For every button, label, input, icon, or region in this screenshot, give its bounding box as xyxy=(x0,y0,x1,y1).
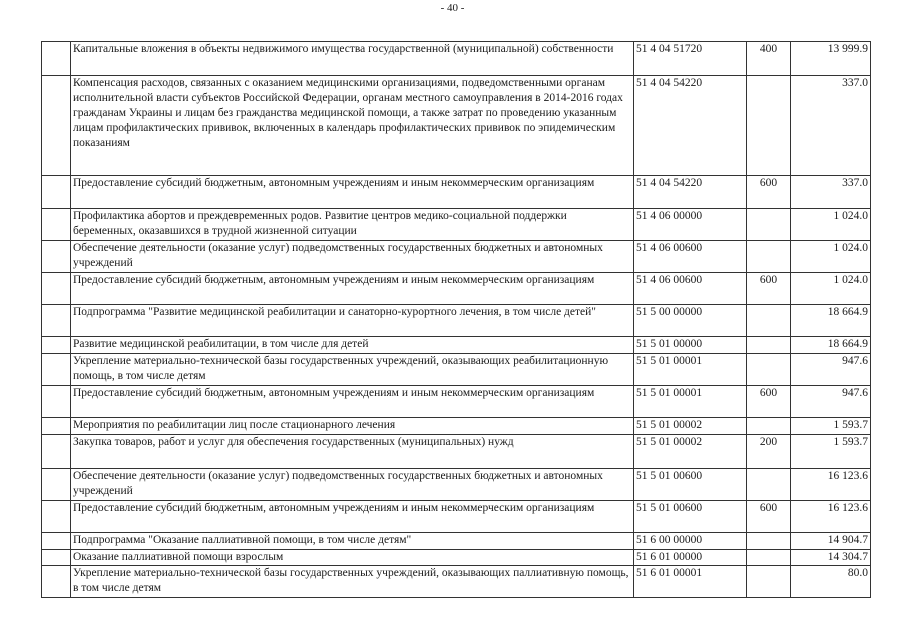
expense-name-cell: Развитие медицинской реабилитации, в том числе для детей xyxy=(71,337,634,354)
row-blank-cell xyxy=(42,42,71,76)
expense-name-cell: Мероприятия по реабилитации лиц после стационарного лечения xyxy=(71,418,634,435)
expense-name-cell: Укрепление материально-технической базы государственных учреждений, оказывающих реабилитационную помощь, в том числе детям xyxy=(71,354,634,386)
target-code-cell: 51 5 01 00002 xyxy=(634,418,747,435)
amount-cell: 1 593.7 xyxy=(791,418,871,435)
expense-type-cell xyxy=(747,337,791,354)
expense-name-cell: Обеспечение деятельности (оказание услуг) подведомственных государственных бюджетных и автономных учреждений xyxy=(71,469,634,501)
row-blank-cell xyxy=(42,176,71,209)
table-row xyxy=(42,273,871,305)
target-code-cell: 51 5 01 00002 xyxy=(634,435,747,469)
amount-cell: 80.0 xyxy=(791,566,871,598)
expense-name-cell: Подпрограмма "Оказание паллиативной помощи, в том числе детям" xyxy=(71,533,634,550)
row-blank-cell xyxy=(42,209,71,241)
table-row xyxy=(42,501,871,533)
amount-cell: 1 024.0 xyxy=(791,241,871,273)
expense-name-cell: Подпрограмма "Развитие медицинской реабилитации и санаторно-курортного лечения, в том числе детей" xyxy=(71,305,634,337)
target-code-cell: 51 4 06 00600 xyxy=(634,273,747,305)
expense-name-cell: Оказание паллиативной помощи взрослым xyxy=(71,550,634,566)
expense-type-cell xyxy=(747,76,791,176)
budget-table xyxy=(41,41,871,598)
expense-type-cell xyxy=(747,354,791,386)
table-row xyxy=(42,533,871,550)
row-blank-cell xyxy=(42,566,71,598)
target-code-cell: 51 4 06 00600 xyxy=(634,241,747,273)
amount-cell: 13 999.9 xyxy=(791,42,871,76)
amount-cell: 947.6 xyxy=(791,386,871,418)
table-row xyxy=(42,305,871,337)
row-blank-cell xyxy=(42,354,71,386)
table-row xyxy=(42,386,871,418)
expense-name-cell: Капитальные вложения в объекты недвижимого имущества государственной (муниципальной) собственности xyxy=(71,42,634,76)
table-row xyxy=(42,176,871,209)
amount-cell: 18 664.9 xyxy=(791,337,871,354)
row-blank-cell xyxy=(42,386,71,418)
row-blank-cell xyxy=(42,550,71,566)
table-row xyxy=(42,418,871,435)
row-blank-cell xyxy=(42,533,71,550)
table-row xyxy=(42,337,871,354)
table-row xyxy=(42,354,871,386)
row-blank-cell xyxy=(42,469,71,501)
expense-type-cell: 400 xyxy=(747,42,791,76)
row-blank-cell xyxy=(42,337,71,354)
target-code-cell: 51 4 04 54220 xyxy=(634,176,747,209)
target-code-cell: 51 6 01 00001 xyxy=(634,566,747,598)
expense-name-cell: Предоставление субсидий бюджетным, автономным учреждениям и иным некоммерческим организациям xyxy=(71,273,634,305)
expense-name-cell: Предоставление субсидий бюджетным, автономным учреждениям и иным некоммерческим организациям xyxy=(71,176,634,209)
expense-type-cell xyxy=(747,418,791,435)
expense-type-cell xyxy=(747,241,791,273)
amount-cell: 337.0 xyxy=(791,176,871,209)
expense-type-cell xyxy=(747,550,791,566)
row-blank-cell xyxy=(42,418,71,435)
row-blank-cell xyxy=(42,273,71,305)
amount-cell: 1 024.0 xyxy=(791,273,871,305)
target-code-cell: 51 5 01 00000 xyxy=(634,337,747,354)
expense-name-cell: Обеспечение деятельности (оказание услуг) подведомственных государственных бюджетных и автономных учреждений xyxy=(71,241,634,273)
table-row xyxy=(42,566,871,598)
table-row xyxy=(42,76,871,176)
target-code-cell: 51 6 01 00000 xyxy=(634,550,747,566)
expense-type-cell xyxy=(747,566,791,598)
amount-cell: 947.6 xyxy=(791,354,871,386)
target-code-cell: 51 6 00 00000 xyxy=(634,533,747,550)
target-code-cell: 51 5 00 00000 xyxy=(634,305,747,337)
target-code-cell: 51 4 04 54220 xyxy=(634,76,747,176)
amount-cell: 14 904.7 xyxy=(791,533,871,550)
amount-cell: 14 304.7 xyxy=(791,550,871,566)
table-row xyxy=(42,42,871,76)
expense-type-cell: 600 xyxy=(747,273,791,305)
amount-cell: 1 593.7 xyxy=(791,435,871,469)
row-blank-cell xyxy=(42,305,71,337)
expense-type-cell: 600 xyxy=(747,386,791,418)
table-row xyxy=(42,435,871,469)
expense-name-cell: Укрепление материально-технической базы государственных учреждений, оказывающих паллиативную помощь, в том числе детям xyxy=(71,566,634,598)
expense-type-cell xyxy=(747,533,791,550)
table-row xyxy=(42,550,871,566)
table-row xyxy=(42,209,871,241)
target-code-cell: 51 5 01 00001 xyxy=(634,386,747,418)
expense-name-cell: Предоставление субсидий бюджетным, автономным учреждениям и иным некоммерческим организациям xyxy=(71,501,634,533)
table-row xyxy=(42,469,871,501)
table-row xyxy=(42,241,871,273)
row-blank-cell xyxy=(42,501,71,533)
row-blank-cell xyxy=(42,241,71,273)
expense-type-cell: 200 xyxy=(747,435,791,469)
expense-type-cell xyxy=(747,469,791,501)
expense-type-cell xyxy=(747,209,791,241)
amount-cell: 16 123.6 xyxy=(791,501,871,533)
expense-name-cell: Предоставление субсидий бюджетным, автономным учреждениям и иным некоммерческим организациям xyxy=(71,386,634,418)
row-blank-cell xyxy=(42,76,71,176)
expense-type-cell: 600 xyxy=(747,501,791,533)
expense-name-cell: Профилактика абортов и преждевременных родов. Развитие центров медико-социальной поддержки беременных, оказавшихся в трудной жизненной ситуации xyxy=(71,209,634,241)
target-code-cell: 51 5 01 00600 xyxy=(634,469,747,501)
amount-cell: 16 123.6 xyxy=(791,469,871,501)
amount-cell: 1 024.0 xyxy=(791,209,871,241)
amount-cell: 18 664.9 xyxy=(791,305,871,337)
expense-type-cell xyxy=(747,305,791,337)
target-code-cell: 51 5 01 00600 xyxy=(634,501,747,533)
expense-name-cell: Компенсация расходов, связанных с оказанием медицинскими организациями, подведомственными органам исполнительной власти субъектов Российской Федерации, органам местного самоуправления в 2014-2016 годах гражданам Украины и лицам без гражданства медицинской помощи, а также затрат по проведению указанным лицам профилактических прививок, включенных в календарь профилактических прививок по эпидемическим показаниям xyxy=(71,76,634,176)
target-code-cell: 51 4 06 00000 xyxy=(634,209,747,241)
target-code-cell: 51 4 04 51720 xyxy=(634,42,747,76)
row-blank-cell xyxy=(42,435,71,469)
page-number: - 40 - xyxy=(440,2,465,14)
target-code-cell: 51 5 01 00001 xyxy=(634,354,747,386)
expense-name-cell: Закупка товаров, работ и услуг для обеспечения государственных (муниципальных) нужд xyxy=(71,435,634,469)
amount-cell: 337.0 xyxy=(791,76,871,176)
expense-type-cell: 600 xyxy=(747,176,791,209)
